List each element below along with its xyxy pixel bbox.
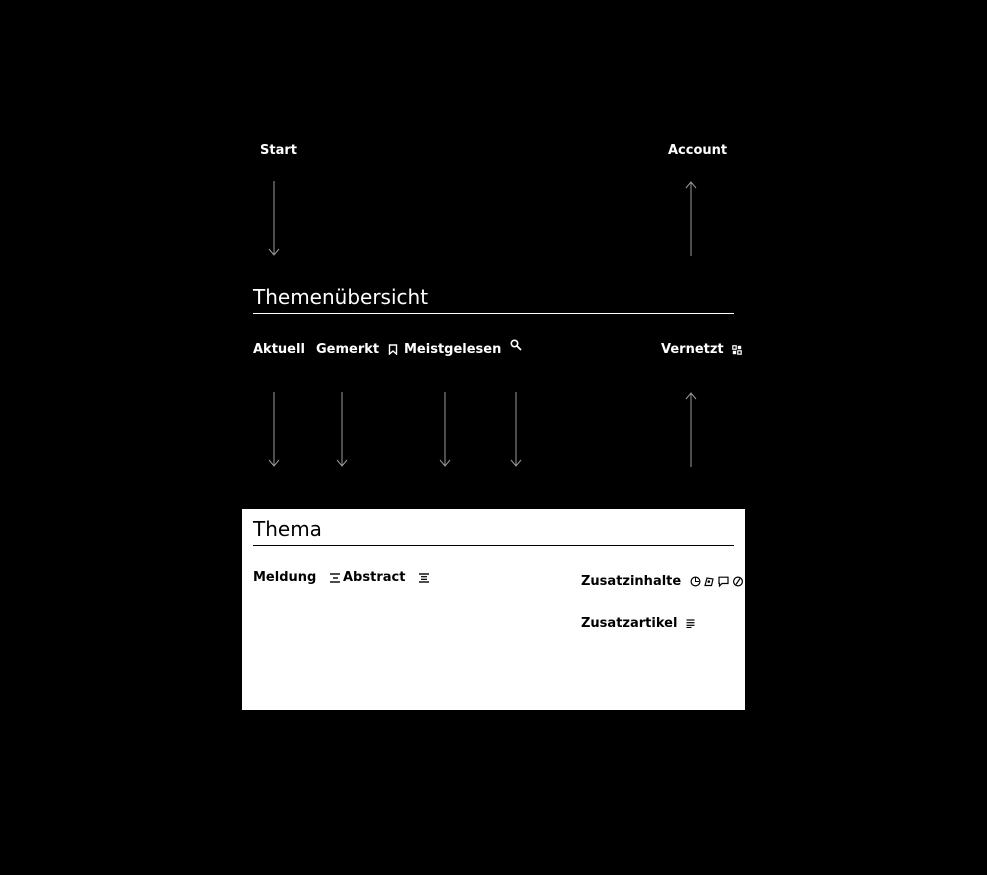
search-icon[interactable] — [510, 339, 522, 351]
arrow-up-icon — [684, 180, 698, 258]
abstract-item[interactable] — [343, 570, 430, 585]
align-icon — [329, 573, 341, 583]
align-icon — [418, 573, 430, 583]
media-icons — [690, 576, 744, 587]
overview-title: Themenübersicht — [253, 285, 429, 309]
arrow-down-icon — [267, 180, 281, 258]
zusatzartikel-item[interactable] — [581, 616, 695, 631]
topic-panel — [242, 509, 745, 710]
topic-divider — [253, 545, 734, 546]
zusatzinhalte-item[interactable] — [581, 574, 744, 589]
tab-meistgelesen[interactable]: Meistgelesen — [404, 342, 502, 357]
tab-vernetzt-label: Vernetzt — [661, 342, 724, 357]
tab-gemerkt[interactable] — [316, 342, 398, 357]
lines-icon — [686, 619, 695, 628]
overview-divider — [253, 313, 734, 314]
account-link[interactable]: Account — [668, 143, 728, 158]
arrow-down-icon — [267, 391, 281, 469]
abstract-label: Abstract — [343, 570, 406, 585]
topic-title: Thema — [253, 517, 322, 541]
tab-vernetzt[interactable] — [661, 342, 742, 357]
zusatzartikel-label: Zusatzartikel — [581, 616, 678, 631]
tab-aktuell[interactable]: Aktuell — [253, 342, 305, 357]
tab-gemerkt-label: Gemerkt — [316, 342, 380, 357]
arrow-down-icon — [335, 391, 349, 469]
start-link[interactable]: Start — [260, 143, 297, 158]
grid-icon — [732, 345, 742, 355]
meldung-item[interactable] — [253, 570, 341, 585]
arrow-up-icon — [684, 391, 698, 469]
arrow-down-icon — [438, 391, 452, 469]
meldung-label: Meldung — [253, 570, 317, 585]
zusatzinhalte-label: Zusatzinhalte — [581, 574, 682, 589]
arrow-down-icon — [509, 391, 523, 469]
bookmark-icon — [388, 344, 398, 355]
